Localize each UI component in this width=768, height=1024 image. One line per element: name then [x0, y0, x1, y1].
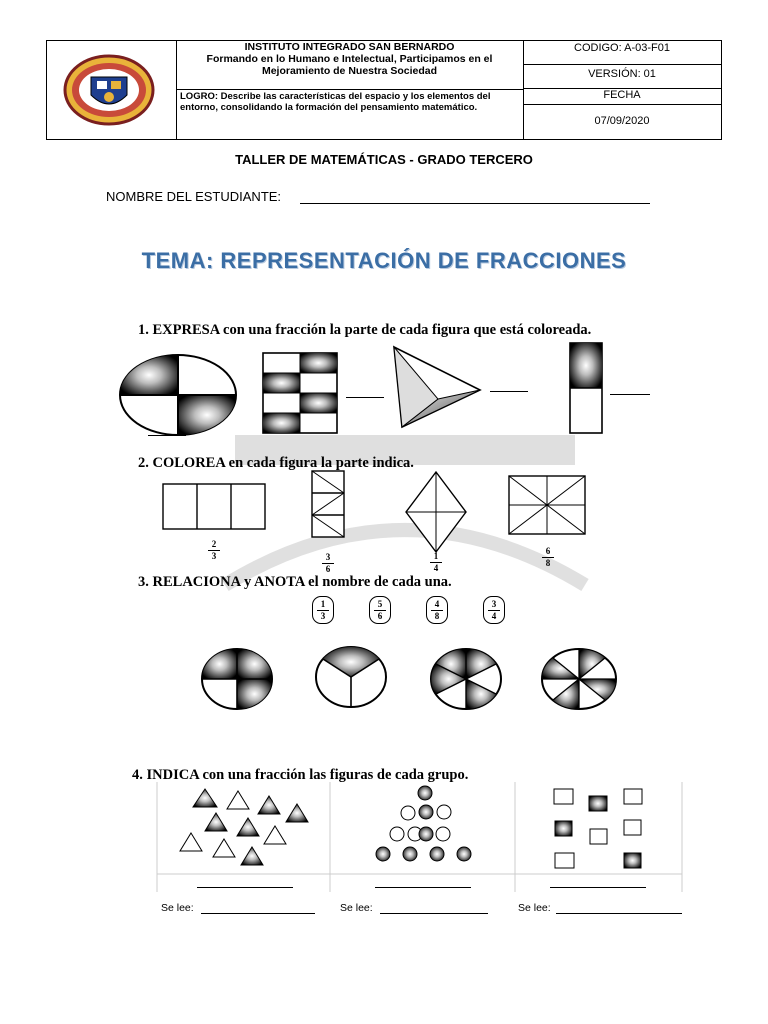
- institution-motto: Formando en lo Humano e Intelectual, Participamos en el Mejoramiento de Nuestra Sociedad: [206, 53, 493, 77]
- q1-circle-quarters: [118, 352, 238, 442]
- q4-read-label-3: Se lee:: [518, 902, 551, 914]
- q3-verb: RELACIONA y ANOTA: [152, 574, 305, 590]
- numerator: 2: [211, 539, 217, 549]
- q2-fraction-2: [321, 553, 335, 574]
- topic-heading: TEMA: REPRESENTACIÓN DE FRACCIONES: [141, 248, 627, 273]
- q4-answer-2[interactable]: [375, 887, 471, 888]
- q4-read-label-1: Se lee:: [161, 902, 194, 914]
- q3-option-1: [312, 596, 334, 624]
- q3-number: 3.: [138, 574, 149, 590]
- q1-number: 1.: [138, 322, 149, 338]
- logo-cell: [47, 41, 177, 139]
- q4-triangle-group: [175, 785, 325, 870]
- doc-version: VERSIÓN: 01: [588, 68, 656, 80]
- q1-rect-grid: [262, 352, 342, 436]
- denominator: 4: [433, 563, 439, 573]
- institution-block: [176, 41, 523, 90]
- numerator: 3: [325, 552, 331, 562]
- q2-square-eighths: [508, 475, 588, 537]
- q2-instruction: [138, 455, 414, 472]
- q4-verb: INDICA: [146, 767, 199, 783]
- denominator: 6: [325, 564, 331, 574]
- numerator: 6: [545, 546, 551, 556]
- numerator: 5: [377, 599, 383, 609]
- q3-option-3: [426, 596, 448, 624]
- q1-verb: EXPRESA: [152, 322, 220, 338]
- logro-label: LOGRO:: [180, 91, 218, 102]
- doc-code: CODIGO: A-03-F01: [574, 42, 670, 54]
- q2-verb: COLOREA: [152, 455, 226, 471]
- logro-block: [180, 91, 510, 113]
- q4-read-field-1[interactable]: [201, 913, 315, 914]
- q1-answer-3[interactable]: [490, 391, 528, 392]
- date-label: FECHA: [603, 89, 641, 101]
- denominator: 4: [491, 611, 497, 621]
- q2-fraction-1: [207, 540, 221, 561]
- q4-circle-group: [370, 783, 480, 863]
- q3-circle-quarters: [200, 647, 276, 713]
- denominator: 3: [320, 611, 326, 621]
- institution-name: INSTITUTO INTEGRADO SAN BERNARDO: [244, 41, 455, 53]
- q4-answer-1[interactable]: [197, 887, 293, 888]
- q1-pyramid: [390, 345, 490, 430]
- student-name-field[interactable]: [300, 203, 650, 204]
- denominator: 8: [545, 558, 551, 568]
- q4-square-group: [550, 785, 660, 870]
- q2-fraction-3: [429, 552, 443, 573]
- institution-cell: [176, 41, 524, 139]
- q1-bar-halves: [569, 342, 605, 436]
- q2-rhombus-quarters: [404, 470, 468, 554]
- header-table: [46, 40, 722, 140]
- q2-fraction-4: [541, 547, 555, 568]
- q2-number: 2.: [138, 455, 149, 471]
- q1-text: con una fracción la parte de cada figura que está coloreada.: [223, 322, 592, 338]
- q2-rect-thirds: [162, 483, 266, 531]
- q4-read-label-2: Se lee:: [340, 902, 373, 914]
- logro-text: Describe las características del espacio y los elementos del entorno, consolidando la formación del pensamiento matemático.: [180, 91, 491, 113]
- q4-text: con una fracción las figuras de cada grupo.: [202, 767, 469, 783]
- numerator: 1: [320, 599, 326, 609]
- numerator: 3: [491, 599, 497, 609]
- q1-instruction: [138, 322, 591, 339]
- q4-read-field-3[interactable]: [556, 913, 682, 914]
- denominator: 8: [434, 611, 440, 621]
- q3-instruction: [138, 574, 452, 591]
- student-name-label: NOMBRE DEL ESTUDIANTE:: [106, 189, 282, 204]
- numerator: 4: [434, 599, 440, 609]
- q1-answer-2[interactable]: [346, 397, 384, 398]
- q3-circle-eighths: [540, 647, 620, 713]
- meta-cell: [523, 41, 721, 139]
- q1-answer-4[interactable]: [610, 394, 650, 395]
- school-crest-logo: [47, 41, 176, 139]
- q4-read-field-2[interactable]: [380, 913, 488, 914]
- q3-circle-sixths: [429, 647, 505, 713]
- workshop-title: TALLER DE MATEMÁTICAS - GRADO TERCERO: [235, 152, 533, 167]
- q3-circle-thirds: [314, 645, 390, 711]
- denominator: 6: [377, 611, 383, 621]
- q1-answer-1[interactable]: [148, 435, 186, 436]
- q3-text: el nombre de cada una.: [308, 574, 452, 590]
- q4-number: 4.: [132, 767, 143, 783]
- q3-option-4: [483, 596, 505, 624]
- q4-answer-3[interactable]: [550, 887, 646, 888]
- date-value: 07/09/2020: [594, 115, 650, 127]
- q2-text: en cada figura la parte indica.: [228, 455, 414, 471]
- numerator: 1: [433, 551, 439, 561]
- q3-option-2: [369, 596, 391, 624]
- denominator: 3: [211, 551, 217, 561]
- q2-rect-sixths: [311, 470, 347, 540]
